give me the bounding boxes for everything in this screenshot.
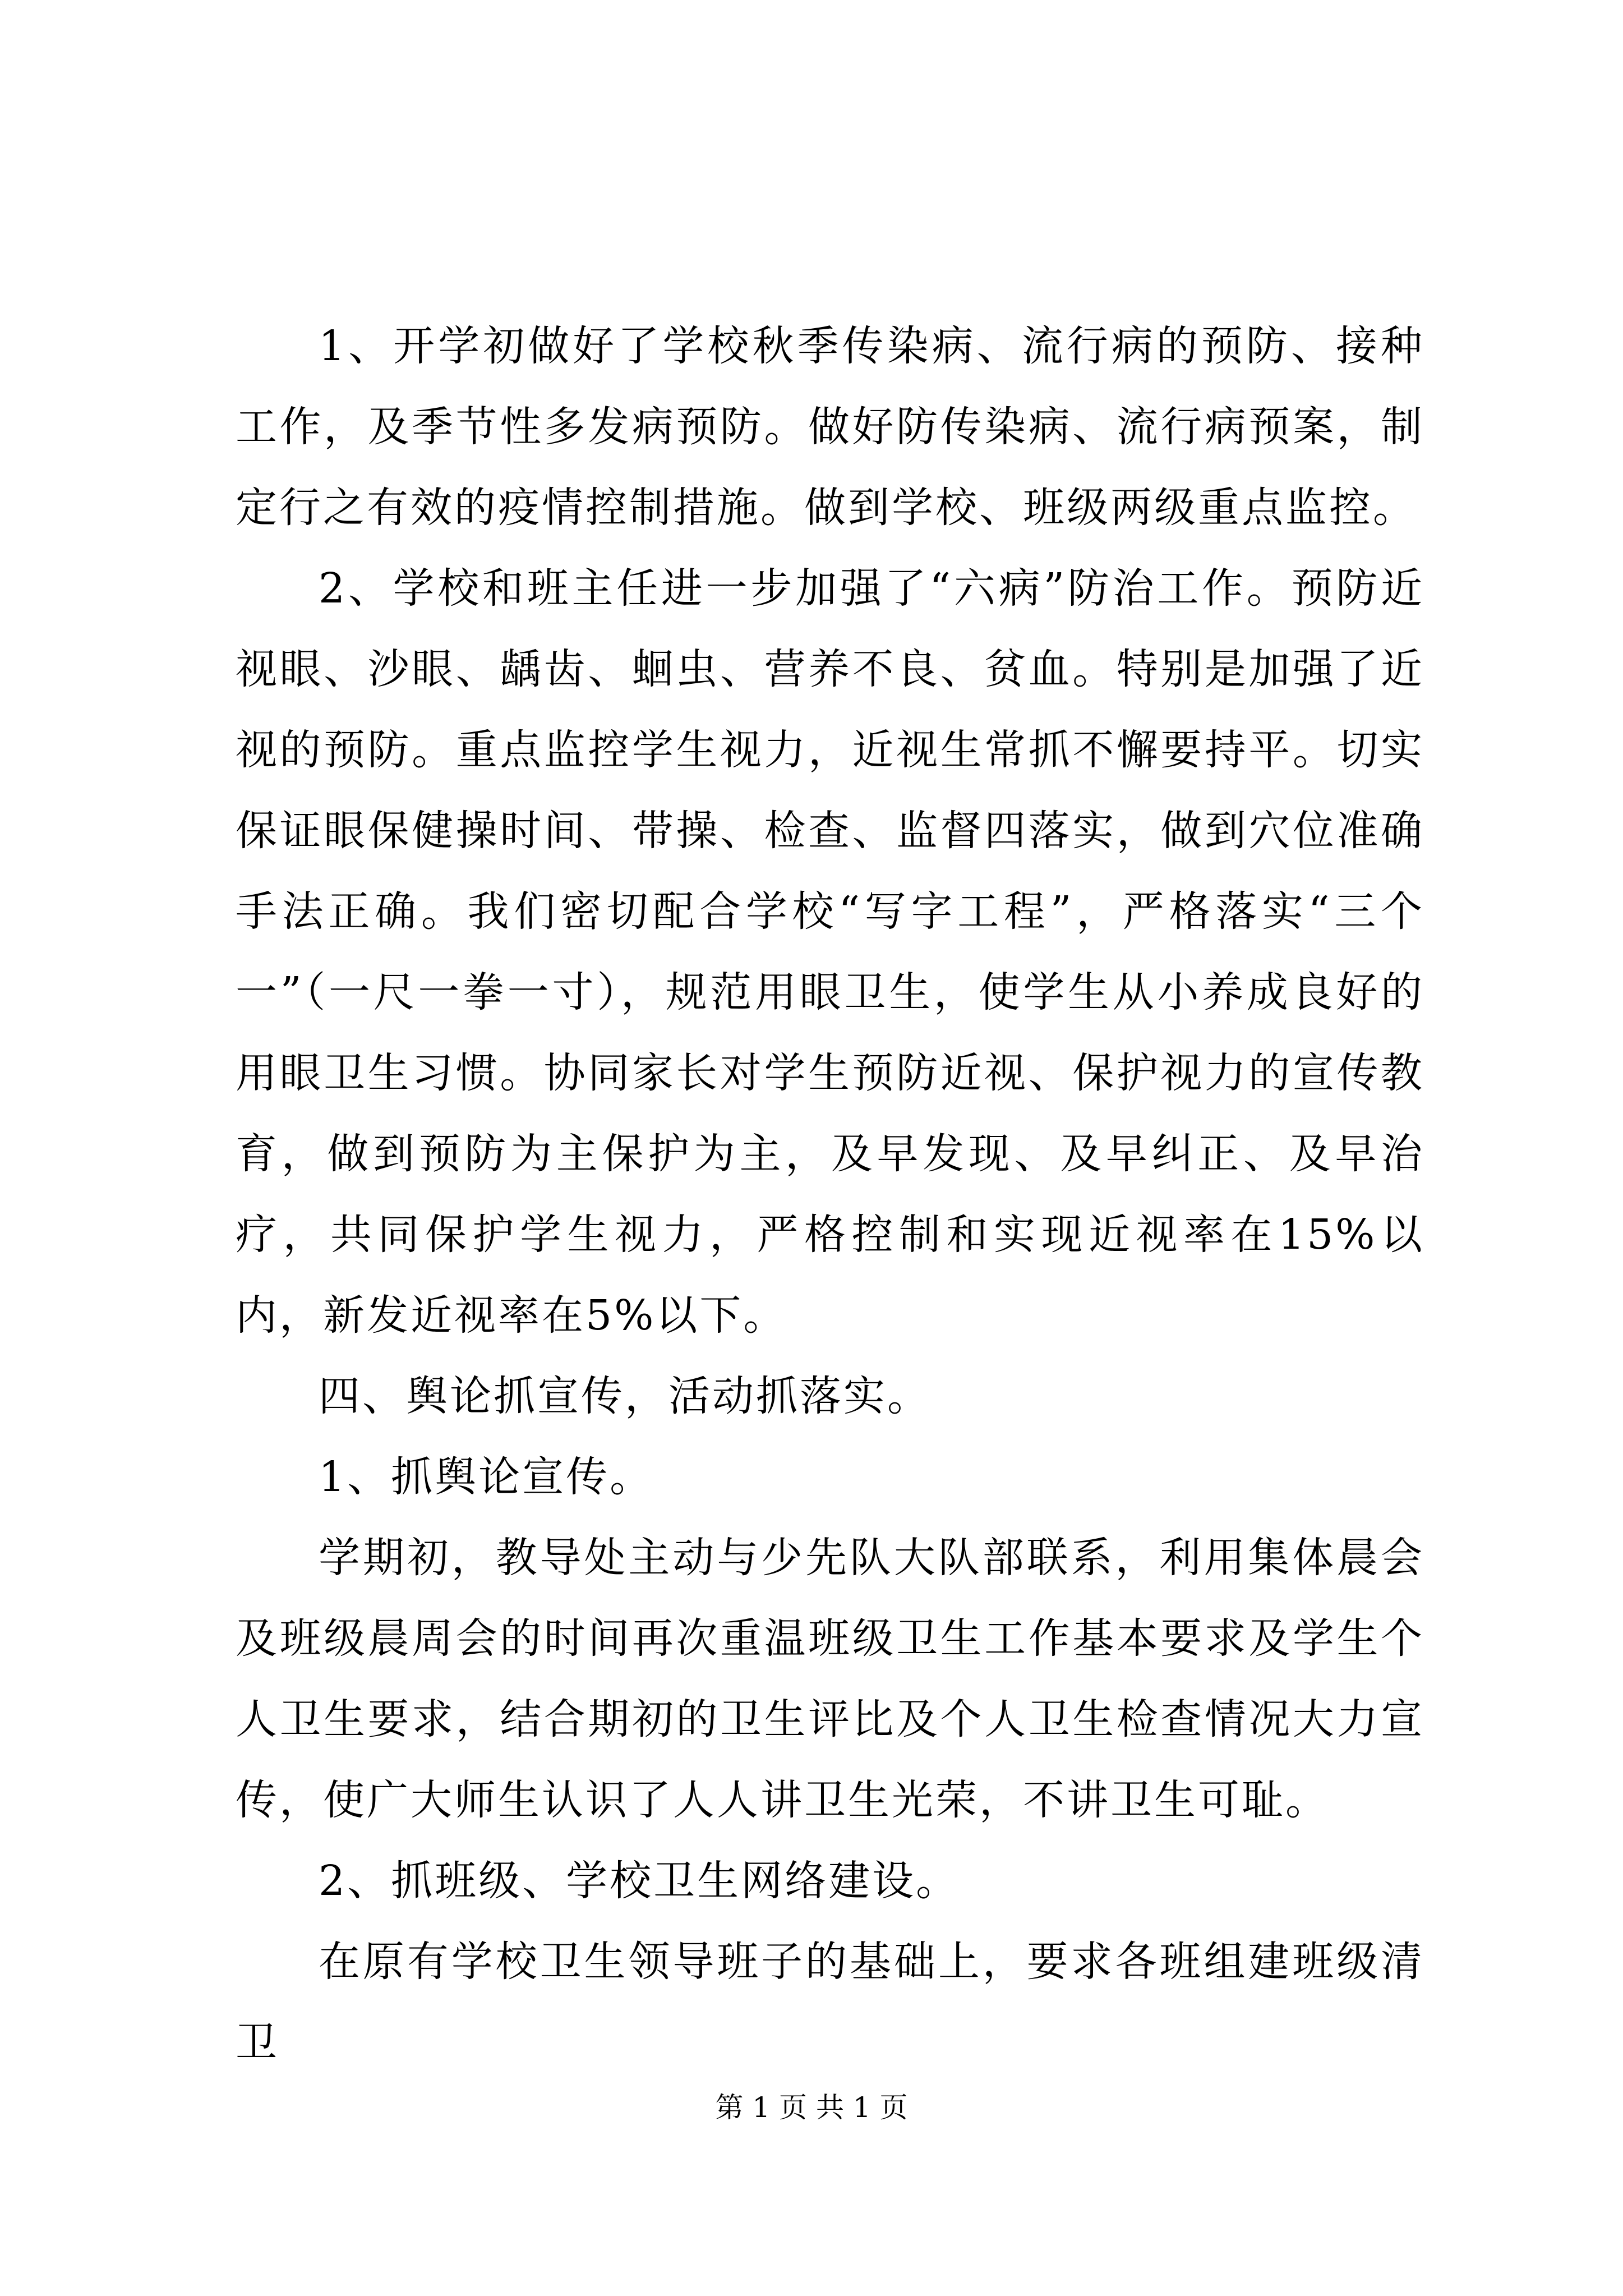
paragraph-2: 2、学校和班主任进一步加强了“六病”防治工作。预防近视眼、沙眼、龋齿、蛔虫、营养不良、贫血。特别是加强了近视的预防。重点监控学生视力，近视生常抓不懈要持平。切实保证眼保健操时间、带操、检查、监督四落实，做到穴位准确手法正确。我们密切配合学校“写字工程”，严格落实“三个一”（一尺一拳一寸），规范用眼卫生，使学生从小养成良好的用眼卫生习惯。协同家长对学生预防近视、保护视力的宣传教育，做到预防为主保护为主，及早发现、及早纠正、及早治疗，共同保护学生视力，严格控制和实现近视率在15%以内，新发近视率在5%以下。 bbox=[236, 564, 1424, 1340]
section-heading-4: 四、舆论抓宣传，活动抓落实。 bbox=[319, 1372, 931, 1420]
subheading-2: 2、抓班级、学校卫生网络建设。 bbox=[319, 1857, 960, 1905]
paragraph-1: 1、开学初做好了学校秋季传染病、流行病的预防、接种工作，及季节性多发病预防。做好防传染病、流行病预案，制定行之有效的疫情控制措施。做到学校、班级两级重点监控。 bbox=[236, 322, 1424, 532]
page-footer: 第 1 页 共 1 页 bbox=[715, 2091, 908, 2124]
subheading-1: 1、抓舆论宣传。 bbox=[319, 1453, 654, 1501]
paragraph-3: 学期初，教导处主动与少先队大队部联系，利用集体晨会及班级晨周会的时间再次重温班级卫生工作基本要求及学生个人卫生要求，结合期初的卫生评比及个人卫生检查情况大力宣传，使广大师生认识了人人讲卫生光荣，不讲卫生可耻。 bbox=[236, 1534, 1424, 1824]
document-body bbox=[236, 306, 1424, 2083]
paragraph-4: 在原有学校卫生领导班子的基础上，要求各班组建班级清卫 bbox=[236, 1938, 1424, 2067]
